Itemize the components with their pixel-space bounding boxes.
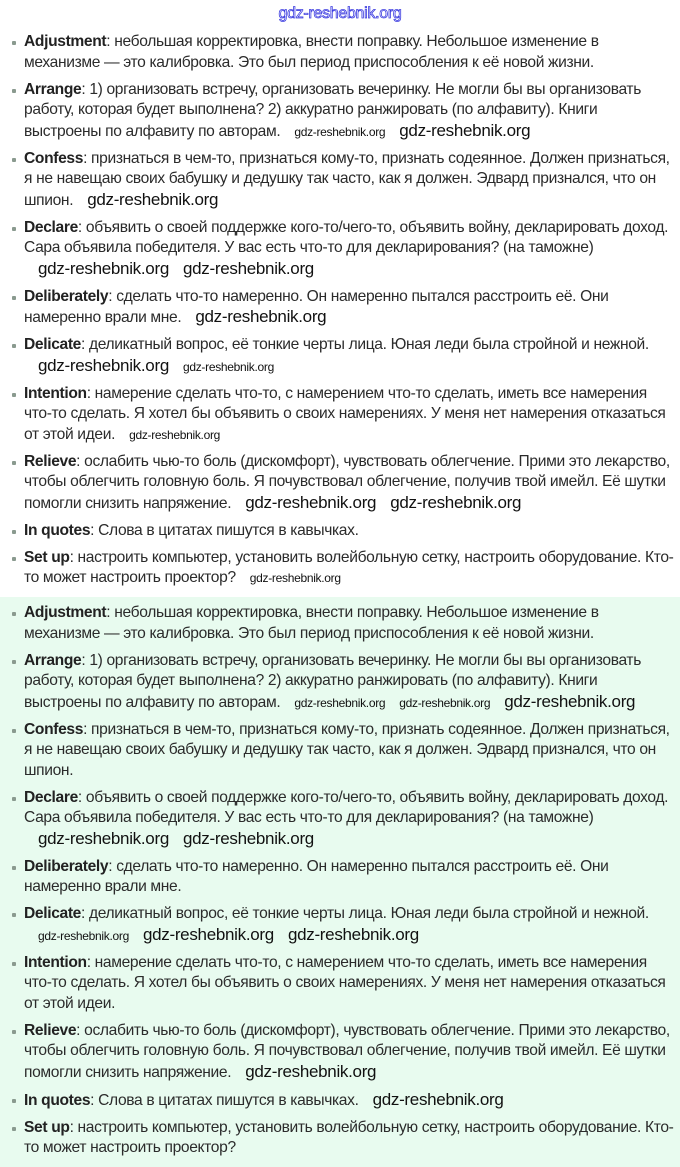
vocabulary-term: Declare xyxy=(24,788,78,806)
vocabulary-definition: деликатный вопрос, её тонкие черты лица. Юная леди была стройной и нежной. xyxy=(88,336,649,353)
vocabulary-definition: небольшая корректировка, внести поправку. Небольшое изменение в механизме — это калибровка. Это был период приспособления к её новой жизни. xyxy=(24,33,599,71)
watermark: gdz-reshebnik.org xyxy=(504,691,636,711)
vocabulary-term: Delicate xyxy=(24,336,82,353)
vocabulary-term: Deliberately xyxy=(24,857,109,875)
vocabulary-term: Adjustment xyxy=(24,604,107,621)
vocabulary-term: Arrange xyxy=(24,651,82,669)
watermark: gdz-reshebnik.org xyxy=(249,571,341,585)
vocabulary-list xyxy=(0,603,680,1159)
watermark: gdz-reshebnik.org xyxy=(38,828,169,848)
vocabulary-item: Set up: настроить компьютер, установить волейбольную сетку, настроить оборудование. Кто-то может настроить проектор? gdz-reshebnik.org xyxy=(10,548,674,589)
watermark: gdz-reshebnik.org xyxy=(399,120,531,140)
watermark: gdz-reshebnik.org xyxy=(287,924,419,944)
watermark: gdz-reshebnik.org xyxy=(87,189,219,209)
vocabulary-item: Confess: признаться в чем-то, признаться кому-то, признать содеянное. Должен признаться, я не навещаю своих бабушку и дедушку так часто, как я должен. Эдвард признался, что он шпион. xyxy=(10,720,674,782)
watermark: gdz-reshebnik.org xyxy=(195,307,327,326)
vocabulary-term: Confess xyxy=(24,149,84,167)
vocabulary-term: In quotes xyxy=(24,1091,91,1109)
vocabulary-definition: признаться в чем-то, признаться кому-то, признать содеянное. Должен признаться, я не навещаю своих бабушку и дедушку так часто, как я должен. Эдвард признался, что он шпион. xyxy=(24,149,670,209)
vocabulary-item: Delicate: деликатный вопрос, её тонкие черты лица. Юная леди была стройной и нежной.gdz-reshebnik.org gdz-reshebnik.org xyxy=(10,335,674,377)
vocabulary-item: Adjustment: небольшая корректировка, внести поправку. Небольшое изменение в механизме — это калибровка. Это был период приспособления к её новой жизни. xyxy=(10,32,674,73)
vocabulary-term: Delicate xyxy=(24,905,82,922)
vocabulary-definition: объявить о своей поддержке кого-то/чего-то, объявить войну, декларировать доход. Сара объявила победителя. У вас есть что-то для декларирования? (на таможне) xyxy=(24,788,669,826)
vocabulary-definition: настроить компьютер, установить волейбольную сетку, настроить оборудование. Кто-то может настроить проектор? xyxy=(24,1118,674,1156)
vocabulary-item: Set up: настроить компьютер, установить волейбольную сетку, настроить оборудование. Кто-то может настроить проектор? xyxy=(10,1118,674,1159)
vocabulary-term: Deliberately xyxy=(24,287,109,305)
vocabulary-term: Set up xyxy=(24,548,70,566)
vocabulary-definition: ослабить чью-то боль (дискомфорт), чувствовать облегчение. Прими это лекарство, чтобы облегчить головную боль. Я почувствовал облегчение, получив твой имейл. Её шутки помогли снизить напряжение. xyxy=(24,452,670,512)
vocabulary-list xyxy=(0,32,680,589)
vocabulary-item: Deliberately: сделать что-то намеренно. Он намеренно пытался расстроить её. Они намеренно врали мне. xyxy=(10,857,674,898)
vocabulary-definition: намерение сделать что-то, с намерением что-то сделать, иметь все намерения что-то сделать. Я хотел бы объявить о своих намерениях. У меня нет намерения отказаться от этой идеи. xyxy=(24,384,666,443)
vocabulary-item: Relieve: ослабить чью-то боль (дискомфорт), чувствовать облегчение. Прими это лекарство, чтобы облегчить головную боль. Я почувствовал облегчение, получив твой имейл. Её шутки помогли снизить напряжение. gdz-reshebnik.org gdz-reshebnik.org xyxy=(10,452,674,515)
vocabulary-term: Intention xyxy=(24,953,87,971)
vocabulary-item: Arrange: 1) организовать встречу, организовать вечеринку. Не могли бы вы организовать работу, которая будет выполнена? 2) аккуратно ранжировать (по алфавиту). Книги выстроены по алфавиту по авторам. gdz-reshebnik.org gdz-reshebnik.org xyxy=(10,80,674,143)
watermark: gdz-reshebnik.org xyxy=(38,928,129,943)
vocabulary-item: Confess: признаться в чем-то, признаться кому-то, признать содеянное. Должен признаться, я не навещаю своих бабушку и дедушку так часто, как я должен. Эдвард признался, что он шпион. gdz-reshebnik.org xyxy=(10,149,674,212)
vocabulary-term: Relieve xyxy=(24,452,77,470)
vocabulary-item: Relieve: ослабить чью-то боль (дискомфорт), чувствовать облегчение. Прими это лекарство, чтобы облегчить головную боль. Я почувствовал облегчение, получив твой имейл. Её шутки помогли снизить напряжение. gdz-reshebnik.org xyxy=(10,1021,674,1084)
watermark: gdz-reshebnik.org xyxy=(294,695,386,710)
watermark: gdz-reshebnik.org xyxy=(38,355,169,375)
vocabulary-item: Delicate: деликатный вопрос, её тонкие черты лица. Юная леди была стройной и нежной.gdz-reshebnik.org gdz-reshebnik.org gdz-reshebnik.org xyxy=(10,904,674,946)
vocabulary-item: Intention: намерение сделать что-то, с намерением что-то сделать, иметь все намерения что-то сделать. Я хотел бы объявить о своих намерениях. У меня нет намерения отказаться от этой идеи. xyxy=(10,953,674,1015)
vocabulary-item: Declare: объявить о своей поддержке кого-то/чего-то, объявить войну, декларировать доход. Сара объявила победителя. У вас есть что-то для декларирования? (на таможне)gdz-reshebnik.org gdz-reshebnik.org xyxy=(10,788,674,851)
vocabulary-definition: 1) организовать встречу, организовать вечеринку. Не могли бы вы организовать работу, которая будет выполнена? 2) аккуратно ранжировать (по алфавиту). Книги выстроены по алфавиту по авторам. xyxy=(24,651,641,711)
vocabulary-definition: сделать что-то намеренно. Он намеренно пытался расстроить её. Они намеренно врали мне. xyxy=(24,287,609,326)
vocabulary-item: Intention: намерение сделать что-то, с намерением что-то сделать, иметь все намерения что-то сделать. Я хотел бы объявить о своих намерениях. У меня нет намерения отказаться от этой идеи. gdz-reshebnik.org xyxy=(10,384,674,446)
vocabulary-definition: небольшая корректировка, внести поправку. Небольшое изменение в механизме — это калибровка. Это был период приспособления к её новой жизни. xyxy=(24,604,599,642)
vocabulary-term: Arrange xyxy=(24,80,82,98)
watermark: gdz-reshebnik.org xyxy=(129,427,221,442)
vocabulary-item: Arrange: 1) организовать встречу, организовать вечеринку. Не могли бы вы организовать работу, которая будет выполнена? 2) аккуратно ранжировать (по алфавиту). Книги выстроены по алфавиту по авторам. gdz-reshebnik.org gdz-reshebnik.org gdz-reshebnik.org xyxy=(10,651,674,714)
vocabulary-item: In quotes: Слова в цитатах пишутся в кавычках. xyxy=(10,521,674,542)
vocabulary-term: Adjustment xyxy=(24,33,107,50)
vocabulary-term: Confess xyxy=(24,720,84,738)
vocabulary-definition: Слова в цитатах пишутся в кавычках. xyxy=(98,521,359,539)
site-title: gdz-reshebnik.org xyxy=(278,5,402,22)
vocabulary-definition: сделать что-то намеренно. Он намеренно пытался расстроить её. Они намеренно врали мне. xyxy=(24,857,609,895)
watermark: gdz-reshebnik.org xyxy=(245,1061,377,1081)
vocabulary-term: Intention xyxy=(24,384,87,402)
watermark: gdz-reshebnik.org xyxy=(245,492,377,512)
watermark: gdz-reshebnik.org xyxy=(182,828,314,848)
vocabulary-term: Set up xyxy=(24,1118,70,1136)
watermark: gdz-reshebnik.org xyxy=(182,258,314,278)
watermark: gdz-reshebnik.org xyxy=(372,1089,504,1109)
watermark: gdz-reshebnik.org xyxy=(399,695,491,710)
vocabulary-definition: Слова в цитатах пишутся в кавычках. xyxy=(98,1091,359,1109)
vocabulary-term: Relieve xyxy=(24,1021,77,1039)
vocabulary-definition: намерение сделать что-то, с намерением что-то сделать, иметь все намерения что-то сделать. Я хотел бы объявить о своих намерениях. У меня нет намерения отказаться от этой идеи. xyxy=(24,953,666,1012)
vocabulary-definition: ослабить чью-то боль (дискомфорт), чувствовать облегчение. Прими это лекарство, чтобы облегчить головную боль. Я почувствовал облегчение, получив твой имейл. Её шутки помогли снизить напряжение. xyxy=(24,1021,670,1081)
vocabulary-section-1 xyxy=(0,26,680,597)
vocabulary-item: Declare: объявить о своей поддержке кого-то/чего-то, объявить войну, декларировать доход. Сара объявила победителя. У вас есть что-то для декларирования? (на таможне)gdz-reshebnik.org gdz-reshebnik.org xyxy=(10,218,674,281)
vocabulary-item: Deliberately: сделать что-то намеренно. Он намеренно пытался расстроить её. Они намеренно врали мне. gdz-reshebnik.org xyxy=(10,287,674,329)
watermark: gdz-reshebnik.org xyxy=(38,258,169,278)
vocabulary-definition: настроить компьютер, установить волейбольную сетку, настроить оборудование. Кто-то может настроить проектор? xyxy=(24,548,674,586)
watermark: gdz-reshebnik.org xyxy=(142,924,274,944)
watermark: gdz-reshebnik.org xyxy=(182,359,274,374)
vocabulary-section-2 xyxy=(0,597,680,1167)
vocabulary-item: Adjustment: небольшая корректировка, внести поправку. Небольшое изменение в механизме — это калибровка. Это был период приспособления к её новой жизни. xyxy=(10,603,674,644)
watermark: gdz-reshebnik.org xyxy=(294,124,386,139)
watermark: gdz-reshebnik.org xyxy=(390,492,522,512)
vocabulary-term: Declare xyxy=(24,218,78,236)
vocabulary-definition: признаться в чем-то, признаться кому-то, признать содеянное. Должен признаться, я не навещаю своих бабушку и дедушку так часто, как я должен. Эдвард признался, что он шпион. xyxy=(24,720,670,779)
vocabulary-definition: объявить о своей поддержке кого-то/чего-то, объявить войну, декларировать доход. Сара объявила победителя. У вас есть что-то для декларирования? (на таможне) xyxy=(24,218,669,256)
vocabulary-definition: деликатный вопрос, её тонкие черты лица. Юная леди была стройной и нежной. xyxy=(88,905,649,922)
vocabulary-item: In quotes: Слова в цитатах пишутся в кавычках. gdz-reshebnik.org xyxy=(10,1090,674,1112)
vocabulary-term: In quotes xyxy=(24,521,91,539)
vocabulary-definition: 1) организовать встречу, организовать вечеринку. Не могли бы вы организовать работу, которая будет выполнена? 2) аккуратно ранжировать (по алфавиту). Книги выстроены по алфавиту по авторам. xyxy=(24,80,641,140)
